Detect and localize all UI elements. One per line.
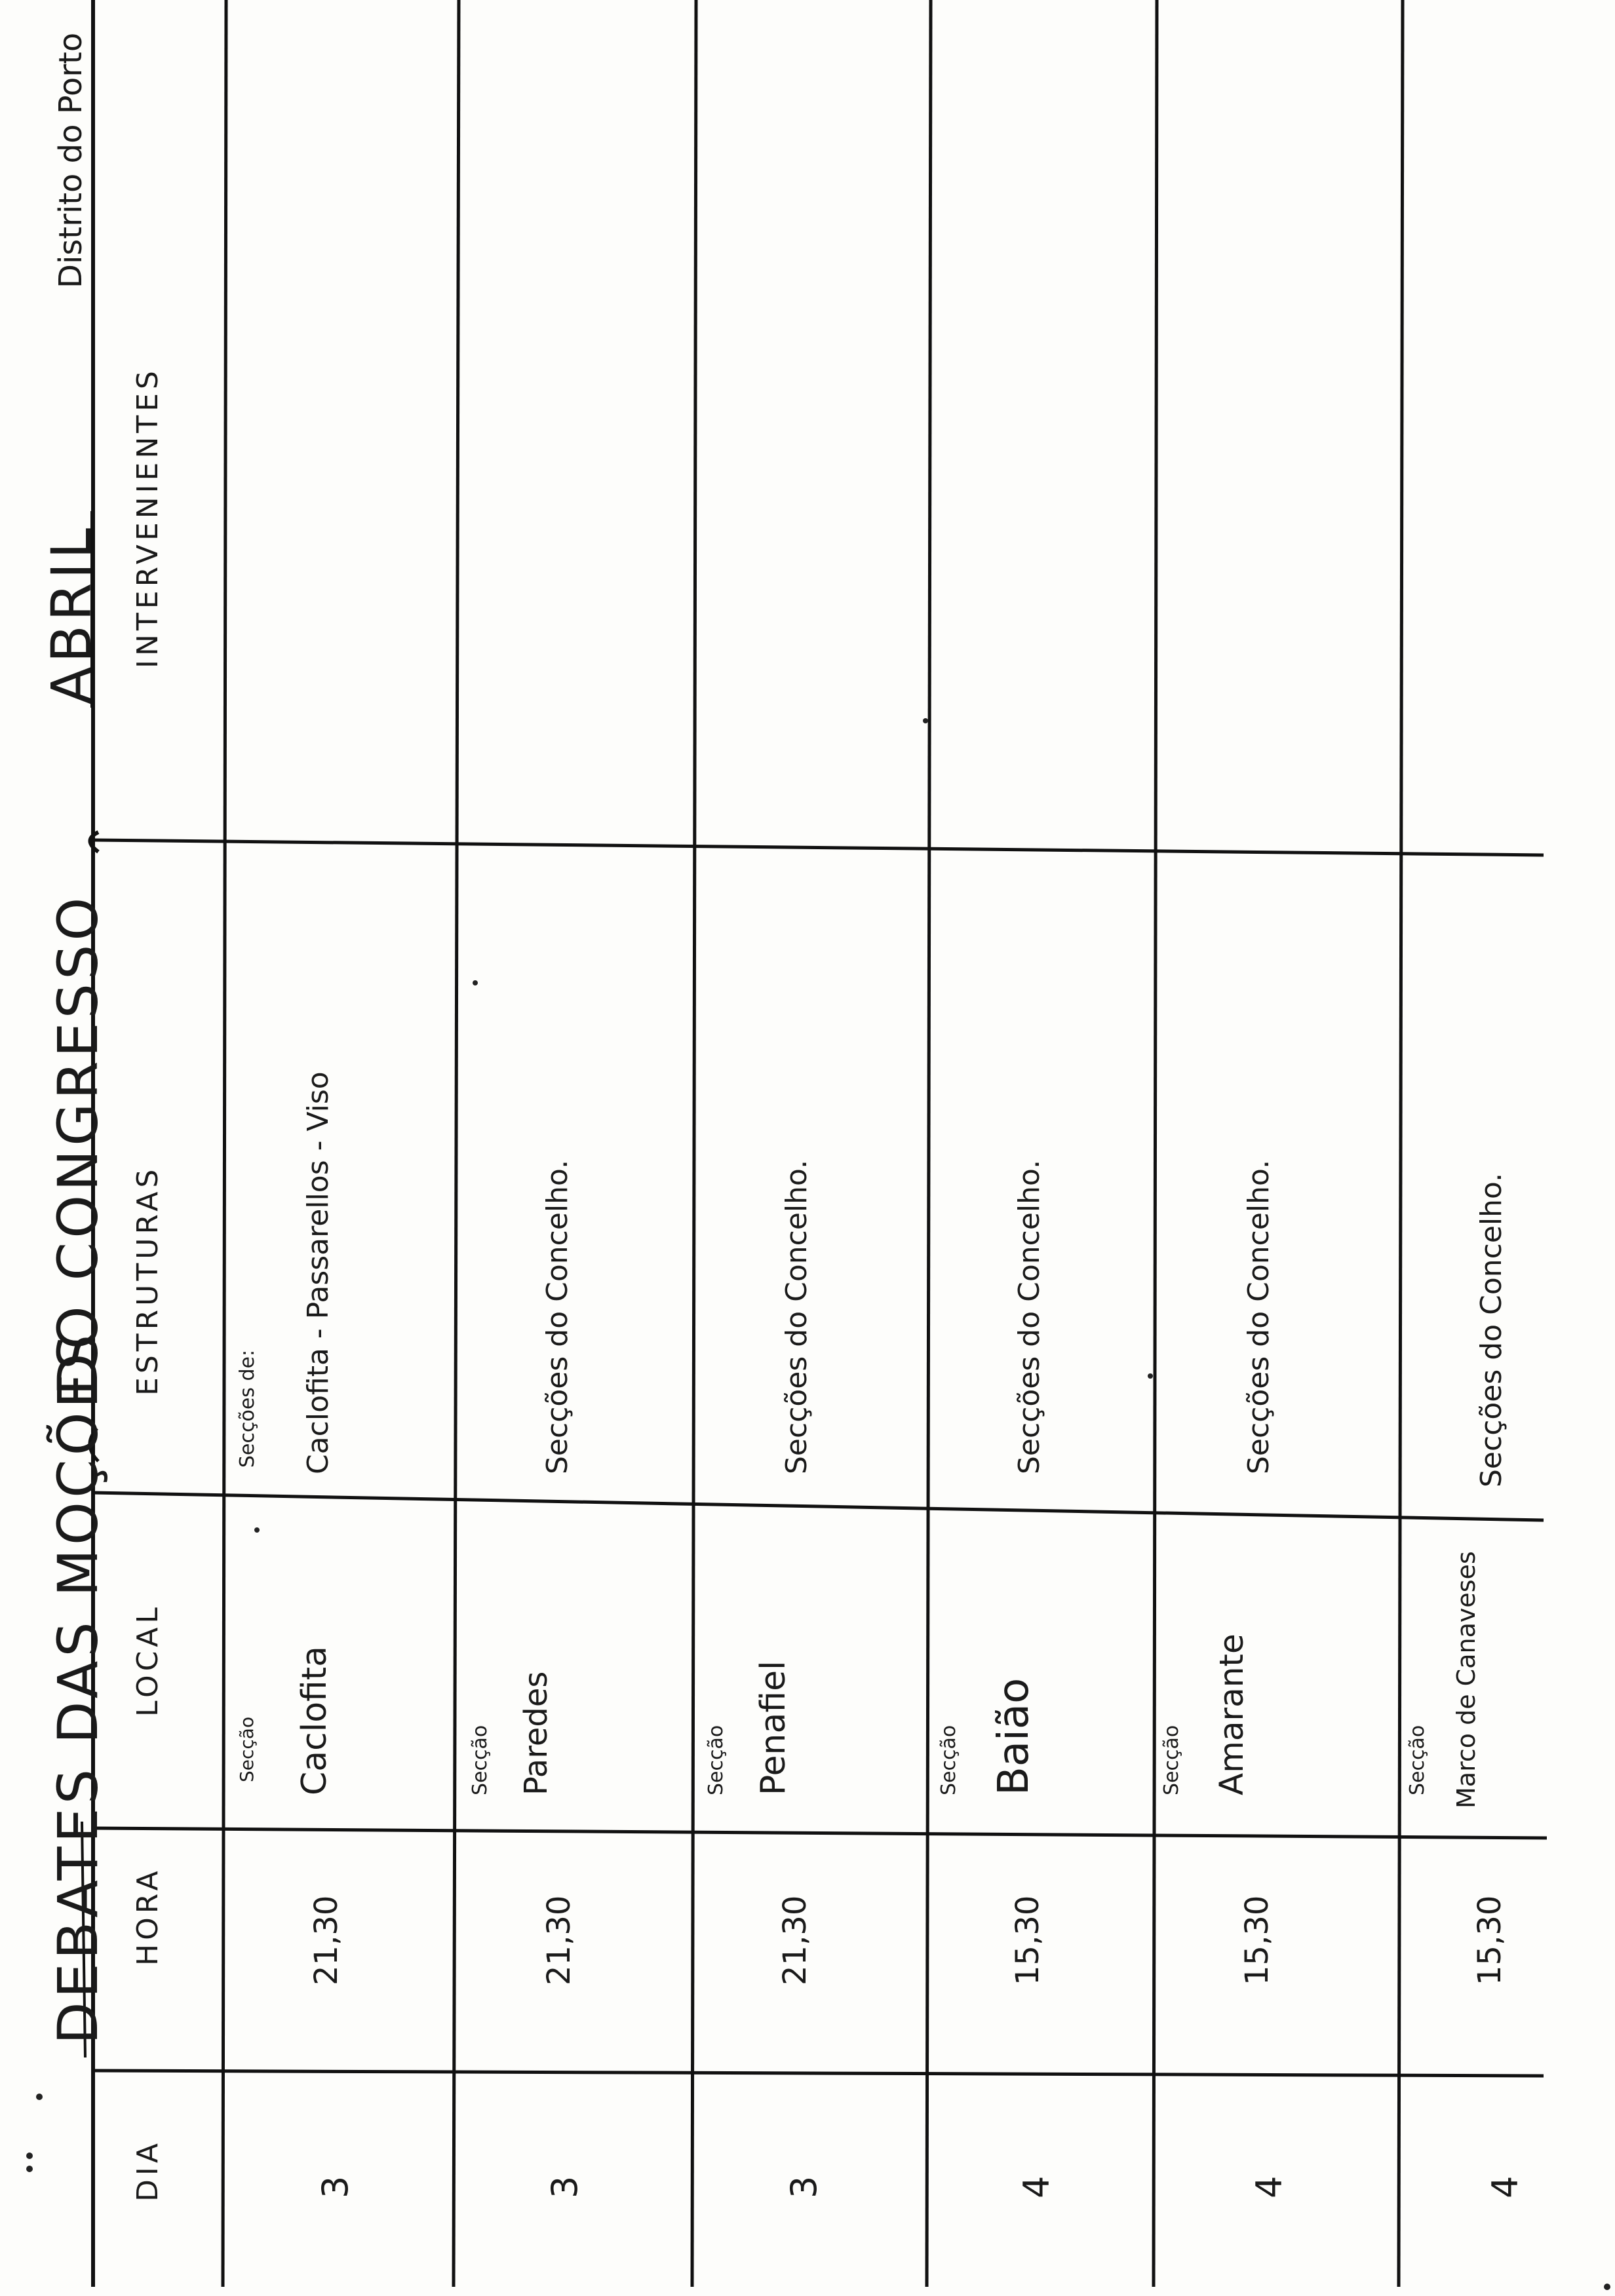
row-5-hora: 15,30 — [1239, 1895, 1275, 1985]
row-1-estruturas-prefix: Secções de: — [236, 1349, 259, 1468]
row-2-estruturas: Secções do Concelho. — [541, 1159, 574, 1474]
row-6-hora: 15,30 — [1471, 1895, 1508, 1985]
row-4-estruturas: Secções do Concelho. — [1013, 1159, 1046, 1474]
col-line-local — [93, 1828, 1547, 1838]
row-3-local-prefix: Secção — [705, 1725, 728, 1795]
row-2-dia: 3 — [544, 2175, 585, 2198]
row-line-2 — [454, 0, 459, 2287]
row-line-4 — [927, 0, 931, 2287]
row-line-3 — [692, 0, 696, 2287]
row-line-6 — [1399, 0, 1403, 2287]
header-estruturas: ESTRUTURAS — [131, 1165, 165, 1396]
title-district: Distrito do Porto — [52, 32, 89, 288]
title-debates: DEBATES DAS MOÇÕES — [46, 1330, 110, 2044]
row-line-5 — [1154, 0, 1157, 2287]
row-2-hora: 21,30 — [541, 1895, 577, 1985]
row-3-dia: 3 — [783, 2175, 825, 2198]
row-6-dia: 4 — [1485, 2175, 1526, 2198]
row-3-hora: 21,30 — [777, 1895, 813, 1985]
row-2-local: Paredes — [518, 1671, 555, 1795]
row-4-dia: 4 — [1016, 2175, 1057, 2198]
header-local: LOCAL — [131, 1603, 165, 1717]
col-line-estruturas — [93, 1493, 1544, 1520]
row-5-estruturas: Secções do Concelho. — [1242, 1159, 1275, 1474]
row-5-local: Amarante — [1213, 1634, 1251, 1795]
header-intervenientes: INTERVENIENTES — [131, 367, 165, 668]
title-do-congresso: DO CONGRESSO — [46, 893, 110, 1396]
row-3-local: Penafiel — [754, 1660, 793, 1795]
row-line-1 — [223, 0, 226, 2287]
col-line-hora — [93, 2071, 1544, 2076]
row-1-hora: 21,30 — [308, 1895, 345, 1985]
header-dia: DIA — [131, 2139, 165, 2202]
row-5-local-prefix: Secção — [1160, 1725, 1183, 1795]
row-4-local-prefix: Secção — [937, 1725, 960, 1795]
row-1-local: Caclofita — [295, 1645, 334, 1795]
row-1-dia: 3 — [315, 2175, 356, 2198]
row-2-local-prefix: Secção — [469, 1725, 492, 1795]
header-hora: HORA — [131, 1867, 165, 1966]
row-1-estruturas: Caclofita - Passarellos - Viso — [302, 1071, 335, 1474]
row-4-hora: 15,30 — [1009, 1895, 1046, 1985]
col-line-intervenientes — [93, 840, 1544, 855]
row-6-estruturas: Secções do Concelho. — [1475, 1172, 1508, 1487]
row-6-local-prefix: Secção — [1406, 1725, 1429, 1795]
row-6-local: Marco de Canaveses — [1452, 1551, 1481, 1808]
row-3-estruturas: Secções do Concelho. — [780, 1159, 813, 1474]
row-1-local-prefix: Secção — [236, 1716, 258, 1782]
row-4-local: Baião — [990, 1677, 1038, 1795]
title-month: ABRIL — [39, 524, 104, 704]
row-5-dia: 4 — [1249, 2175, 1290, 2198]
